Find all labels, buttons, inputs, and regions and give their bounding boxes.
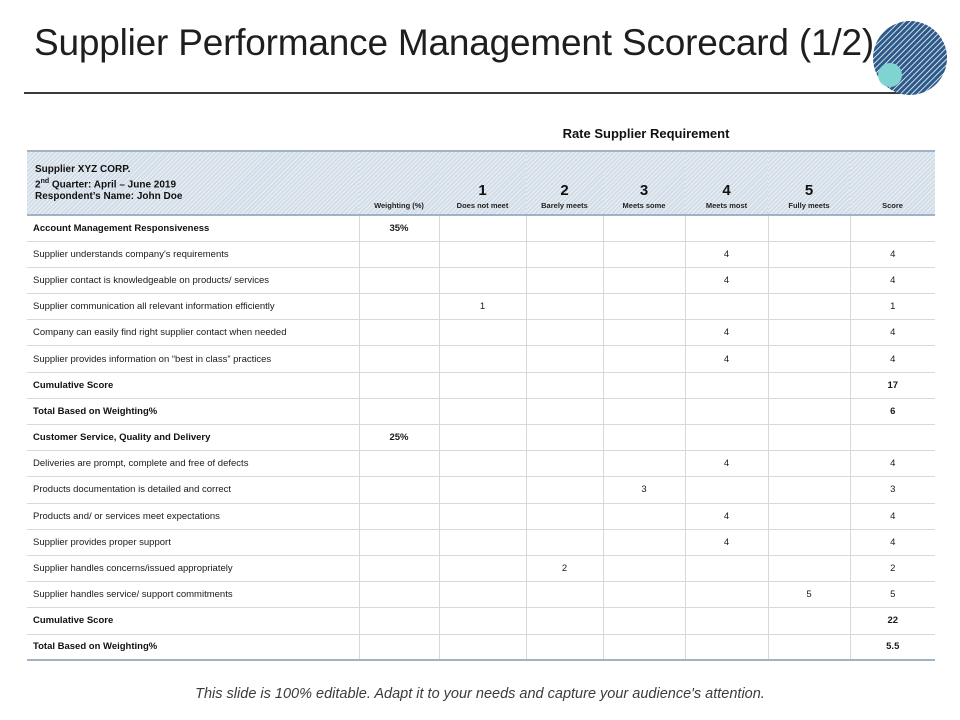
rating-cell [526,398,603,424]
rating-cell: 3 [603,477,685,503]
rating-cell [603,425,685,451]
criterion-label: Supplier handles concerns/issued appropriately [27,555,359,581]
weight-cell [359,346,439,372]
rating-cell: 4 [685,267,768,293]
rating-cell: 4 [685,320,768,346]
weighted-total-label: Total Based on Weighting% [27,634,359,660]
footer-note: This slide is 100% editable. Adapt it to your needs and capture your audience's attention. [195,686,765,702]
rating-header-3: 3 Meets some [603,151,685,215]
score-cell: 4 [850,346,935,372]
score-cell: 4 [850,320,935,346]
title-divider [24,92,904,94]
rating-cell [685,425,768,451]
cumulative-score: 22 [850,608,935,634]
rating-header-1: 1 Does not meet [439,151,526,215]
rating-cell [439,372,526,398]
cumulative-row [27,608,935,634]
decorative-circle-icon [872,20,948,96]
rating-cell [603,294,685,320]
score-cell [850,215,935,241]
rating-header-5: 5 Fully meets [768,151,850,215]
section-title: Customer Service, Quality and Delivery [27,425,359,451]
rating-cell [439,215,526,241]
rating-cell [685,372,768,398]
rating-cell [526,451,603,477]
rating-cell [439,529,526,555]
rating-cell [768,608,850,634]
rating-header-4: 4 Meets most [685,151,768,215]
criterion-label: Deliveries are prompt, complete and free of defects [27,451,359,477]
rating-cell [526,320,603,346]
rating-cell [768,529,850,555]
criterion-label: Products and/ or services meet expectations [27,503,359,529]
weight-cell [359,608,439,634]
rating-cell [526,294,603,320]
rating-cell [439,346,526,372]
rating-cell [768,634,850,660]
rating-cell: 4 [685,241,768,267]
section-weight: 35% [359,215,439,241]
rating-cell [768,294,850,320]
rating-cell [768,267,850,293]
rating-cell [603,555,685,581]
rating-cell [768,372,850,398]
table-row [27,451,935,477]
page-title: Supplier Performance Management Scorecard (1/2) [34,22,874,63]
rating-cell: 5 [768,582,850,608]
weighted-total-row [27,634,935,660]
rating-cell [603,529,685,555]
rating-cell [439,555,526,581]
rating-cell: 4 [685,346,768,372]
rating-cell [685,608,768,634]
score-cell [850,425,935,451]
rating-cell [768,451,850,477]
rating-cell [603,372,685,398]
rating-cell [768,503,850,529]
criterion-label: Supplier contact is knowledgeable on products/ services [27,267,359,293]
weighted-total-row [27,398,935,424]
table-row [27,346,935,372]
weighted-total-score: 5.5 [850,634,935,660]
criterion-label: Supplier communication all relevant information efficiently [27,294,359,320]
weight-cell [359,503,439,529]
criterion-label: Products documentation is detailed and correct [27,477,359,503]
rating-cell [439,608,526,634]
rating-cell [685,634,768,660]
rating-cell [603,241,685,267]
rating-cell [526,529,603,555]
table-row [27,241,935,267]
scorecard-table [27,150,935,661]
rating-cell [439,425,526,451]
rating-cell [768,398,850,424]
rating-cell [603,451,685,477]
score-cell: 4 [850,503,935,529]
rating-cell [526,241,603,267]
rating-cell [603,398,685,424]
rating-cell [685,555,768,581]
rating-cell [603,582,685,608]
criterion-label: Supplier handles service/ support commitments [27,582,359,608]
score-cell: 4 [850,451,935,477]
weight-cell [359,294,439,320]
supplier-name: Supplier XYZ CORP. [35,164,131,175]
table-row [27,529,935,555]
rating-cell: 1 [439,294,526,320]
rating-cell [603,267,685,293]
score-cell: 4 [850,267,935,293]
criterion-label: Supplier understands company's requirements [27,241,359,267]
rating-cell [526,425,603,451]
weighted-total-score: 6 [850,398,935,424]
rating-cell [526,267,603,293]
table-row [27,582,935,608]
rating-cell [768,555,850,581]
rating-cell: 2 [526,555,603,581]
weight-cell [359,634,439,660]
rating-cell [603,503,685,529]
weight-cell [359,241,439,267]
weight-cell [359,477,439,503]
score-cell: 4 [850,529,935,555]
table-row [27,555,935,581]
criterion-label: Supplier provides proper support [27,529,359,555]
table-row [27,267,935,293]
weight-cell [359,451,439,477]
table-row [27,503,935,529]
section-title-row [27,215,935,241]
rating-cell [685,398,768,424]
section-title-row [27,425,935,451]
rating-cell [768,425,850,451]
rating-cell [439,398,526,424]
rating-cell [603,215,685,241]
weight-cell [359,555,439,581]
cumulative-label: Cumulative Score [27,608,359,634]
weight-cell [359,582,439,608]
supplier-info [27,151,359,215]
table-row [27,477,935,503]
criterion-label: Company can easily find right supplier contact when needed [27,320,359,346]
rating-cell [603,608,685,634]
rating-cell [439,477,526,503]
rate-supplier-heading: Rate Supplier Requirement [562,126,730,141]
section-title: Account Management Responsiveness [27,215,359,241]
rating-cell [526,608,603,634]
rating-cell [603,320,685,346]
score-cell: 2 [850,555,935,581]
rating-cell [685,215,768,241]
weight-cell [359,320,439,346]
cumulative-label: Cumulative Score [27,372,359,398]
rating-cell [526,372,603,398]
rating-cell [526,582,603,608]
weighted-total-label: Total Based on Weighting% [27,398,359,424]
rating-cell [768,320,850,346]
rating-cell [526,215,603,241]
section-weight: 25% [359,425,439,451]
rating-cell [526,634,603,660]
rating-cell [439,320,526,346]
cumulative-score: 17 [850,372,935,398]
table-row [27,294,935,320]
supplier-quarter: 2nd Quarter: April – June 2019 [35,178,177,191]
rating-cell [603,634,685,660]
score-cell: 3 [850,477,935,503]
table-row [27,320,935,346]
cumulative-row [27,372,935,398]
rating-cell [685,477,768,503]
score-cell: 5 [850,582,935,608]
rating-cell [603,346,685,372]
rating-cell [768,241,850,267]
rating-cell [439,634,526,660]
weight-cell [359,529,439,555]
rating-cell [685,582,768,608]
rating-cell [439,241,526,267]
weight-cell [359,398,439,424]
rating-cell [526,346,603,372]
weight-cell [359,372,439,398]
rating-cell: 4 [685,451,768,477]
rating-cell [768,346,850,372]
rating-cell [439,267,526,293]
rating-cell [526,477,603,503]
rating-cell: 4 [685,503,768,529]
score-cell: 1 [850,294,935,320]
rating-cell [439,503,526,529]
rating-cell [768,215,850,241]
rating-cell: 4 [685,529,768,555]
rating-cell [439,582,526,608]
rating-header-2: 2 Barely meets [526,151,603,215]
rating-cell [768,477,850,503]
table-header [27,151,935,215]
rating-cell [685,294,768,320]
rating-cell [526,503,603,529]
weighting-header: Weighting (%) [359,151,439,215]
score-cell: 4 [850,241,935,267]
rating-cell [439,451,526,477]
respondent-name: Respondent’s Name: John Doe [35,191,183,203]
weight-cell [359,267,439,293]
criterion-label: Supplier provides information on “best in class” practices [27,346,359,372]
score-header: Score [850,151,935,215]
